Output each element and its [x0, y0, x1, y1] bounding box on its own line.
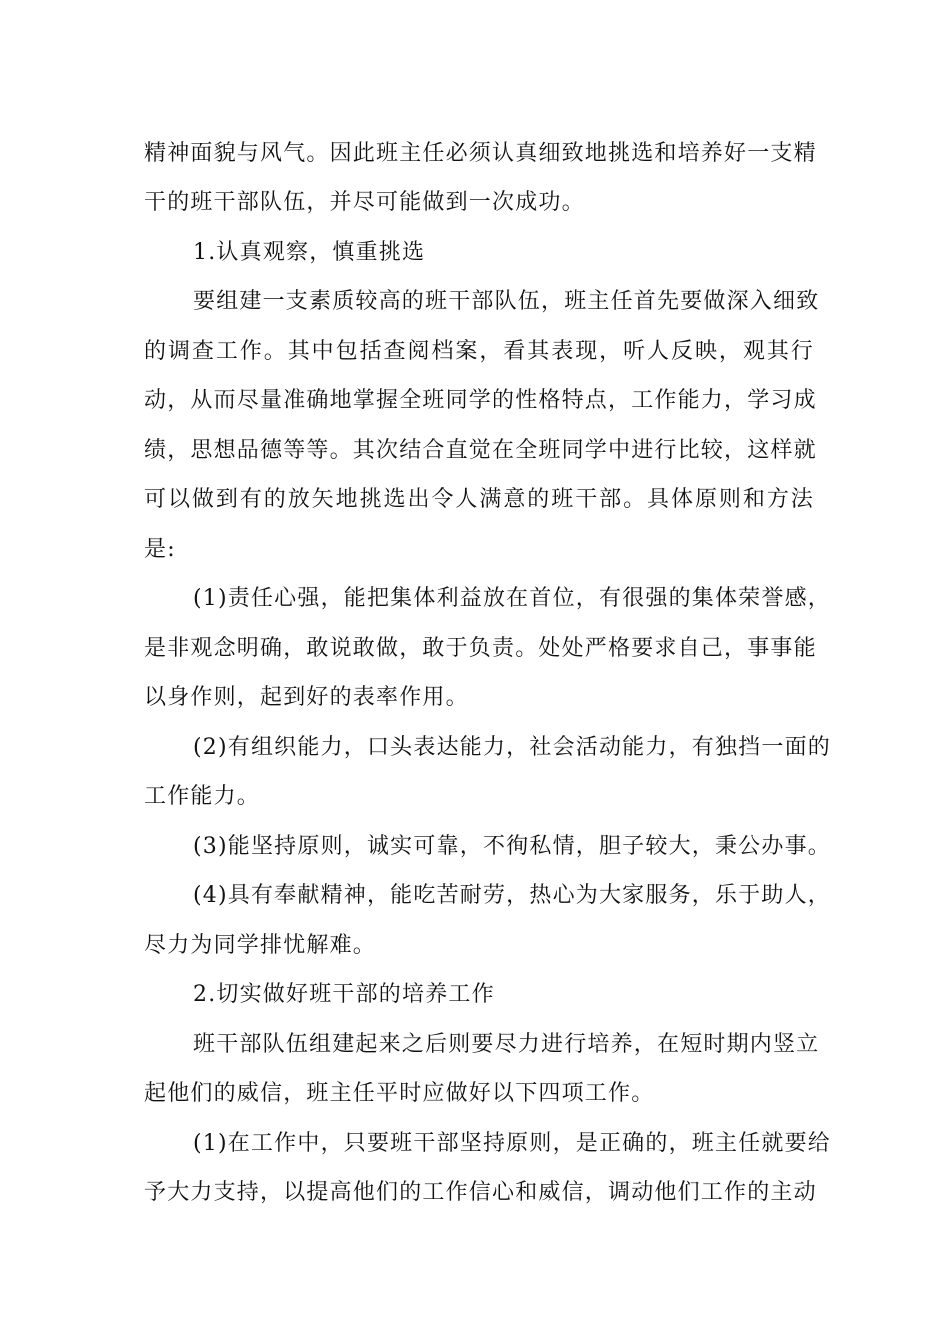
text-line: 可以做到有的放矢地挑选出令人满意的班干部。具体原则和方法	[144, 487, 814, 512]
list-item-line: (1)在工作中，只要班干部坚持原则，是正确的，班主任就要给	[193, 1131, 831, 1156]
list-item-line: (1)责任心强，能把集体利益放在首位，有很强的集体荣誉感，	[193, 586, 831, 611]
text-line: 精神面貌与风气。因此班主任必须认真细致地挑选和培养好一支精	[144, 141, 817, 166]
list-item-line: (3)能坚持原则，诚实可靠，不徇私情，胆子较大，秉公办事。	[193, 834, 831, 859]
text-line: 绩，思想品德等等。其次结合直觉在全班同学中进行比较，这样就	[144, 438, 817, 463]
text-line: 班干部队伍组建起来之后则要尽力进行培养，在短时期内竖立	[193, 1032, 820, 1057]
text-line: 工作能力。	[144, 784, 261, 809]
text-line: 起他们的威信，班主任平时应做好以下四项工作。	[144, 1081, 655, 1106]
list-item-line: (4)具有奉献精神，能吃苦耐劳，热心为大家服务，乐于助人，	[193, 883, 831, 908]
section-heading: 1.认真观察，慎重挑选	[193, 240, 426, 265]
text-line: 是:	[144, 537, 176, 562]
text-line: 予大力支持，以提高他们的工作信心和威信，调动他们工作的主动	[144, 1180, 817, 1205]
text-line: 干的班干部队伍，并尽可能做到一次成功。	[144, 190, 585, 215]
text-line: 要组建一支素质较高的班干部队伍，班主任首先要做深入细致	[193, 289, 820, 314]
text-line: 尽力为同学排忧解难。	[144, 933, 377, 958]
text-line: 动，从而尽量准确地掌握全班同学的性格特点，工作能力，学习成	[144, 388, 817, 413]
list-item-line: (2)有组织能力，口头表达能力，社会活动能力，有独挡一面的	[193, 735, 831, 760]
section-heading: 2.切实做好班干部的培养工作	[193, 982, 495, 1007]
text-line: 的调查工作。其中包括查阅档案，看其表现，听人反映，观其行	[144, 339, 814, 364]
text-line: 是非观念明确，敢说敢做，敢于负责。处处严格要求自己，事事能	[144, 636, 817, 661]
text-line: 以身作则，起到好的表率作用。	[144, 685, 469, 710]
